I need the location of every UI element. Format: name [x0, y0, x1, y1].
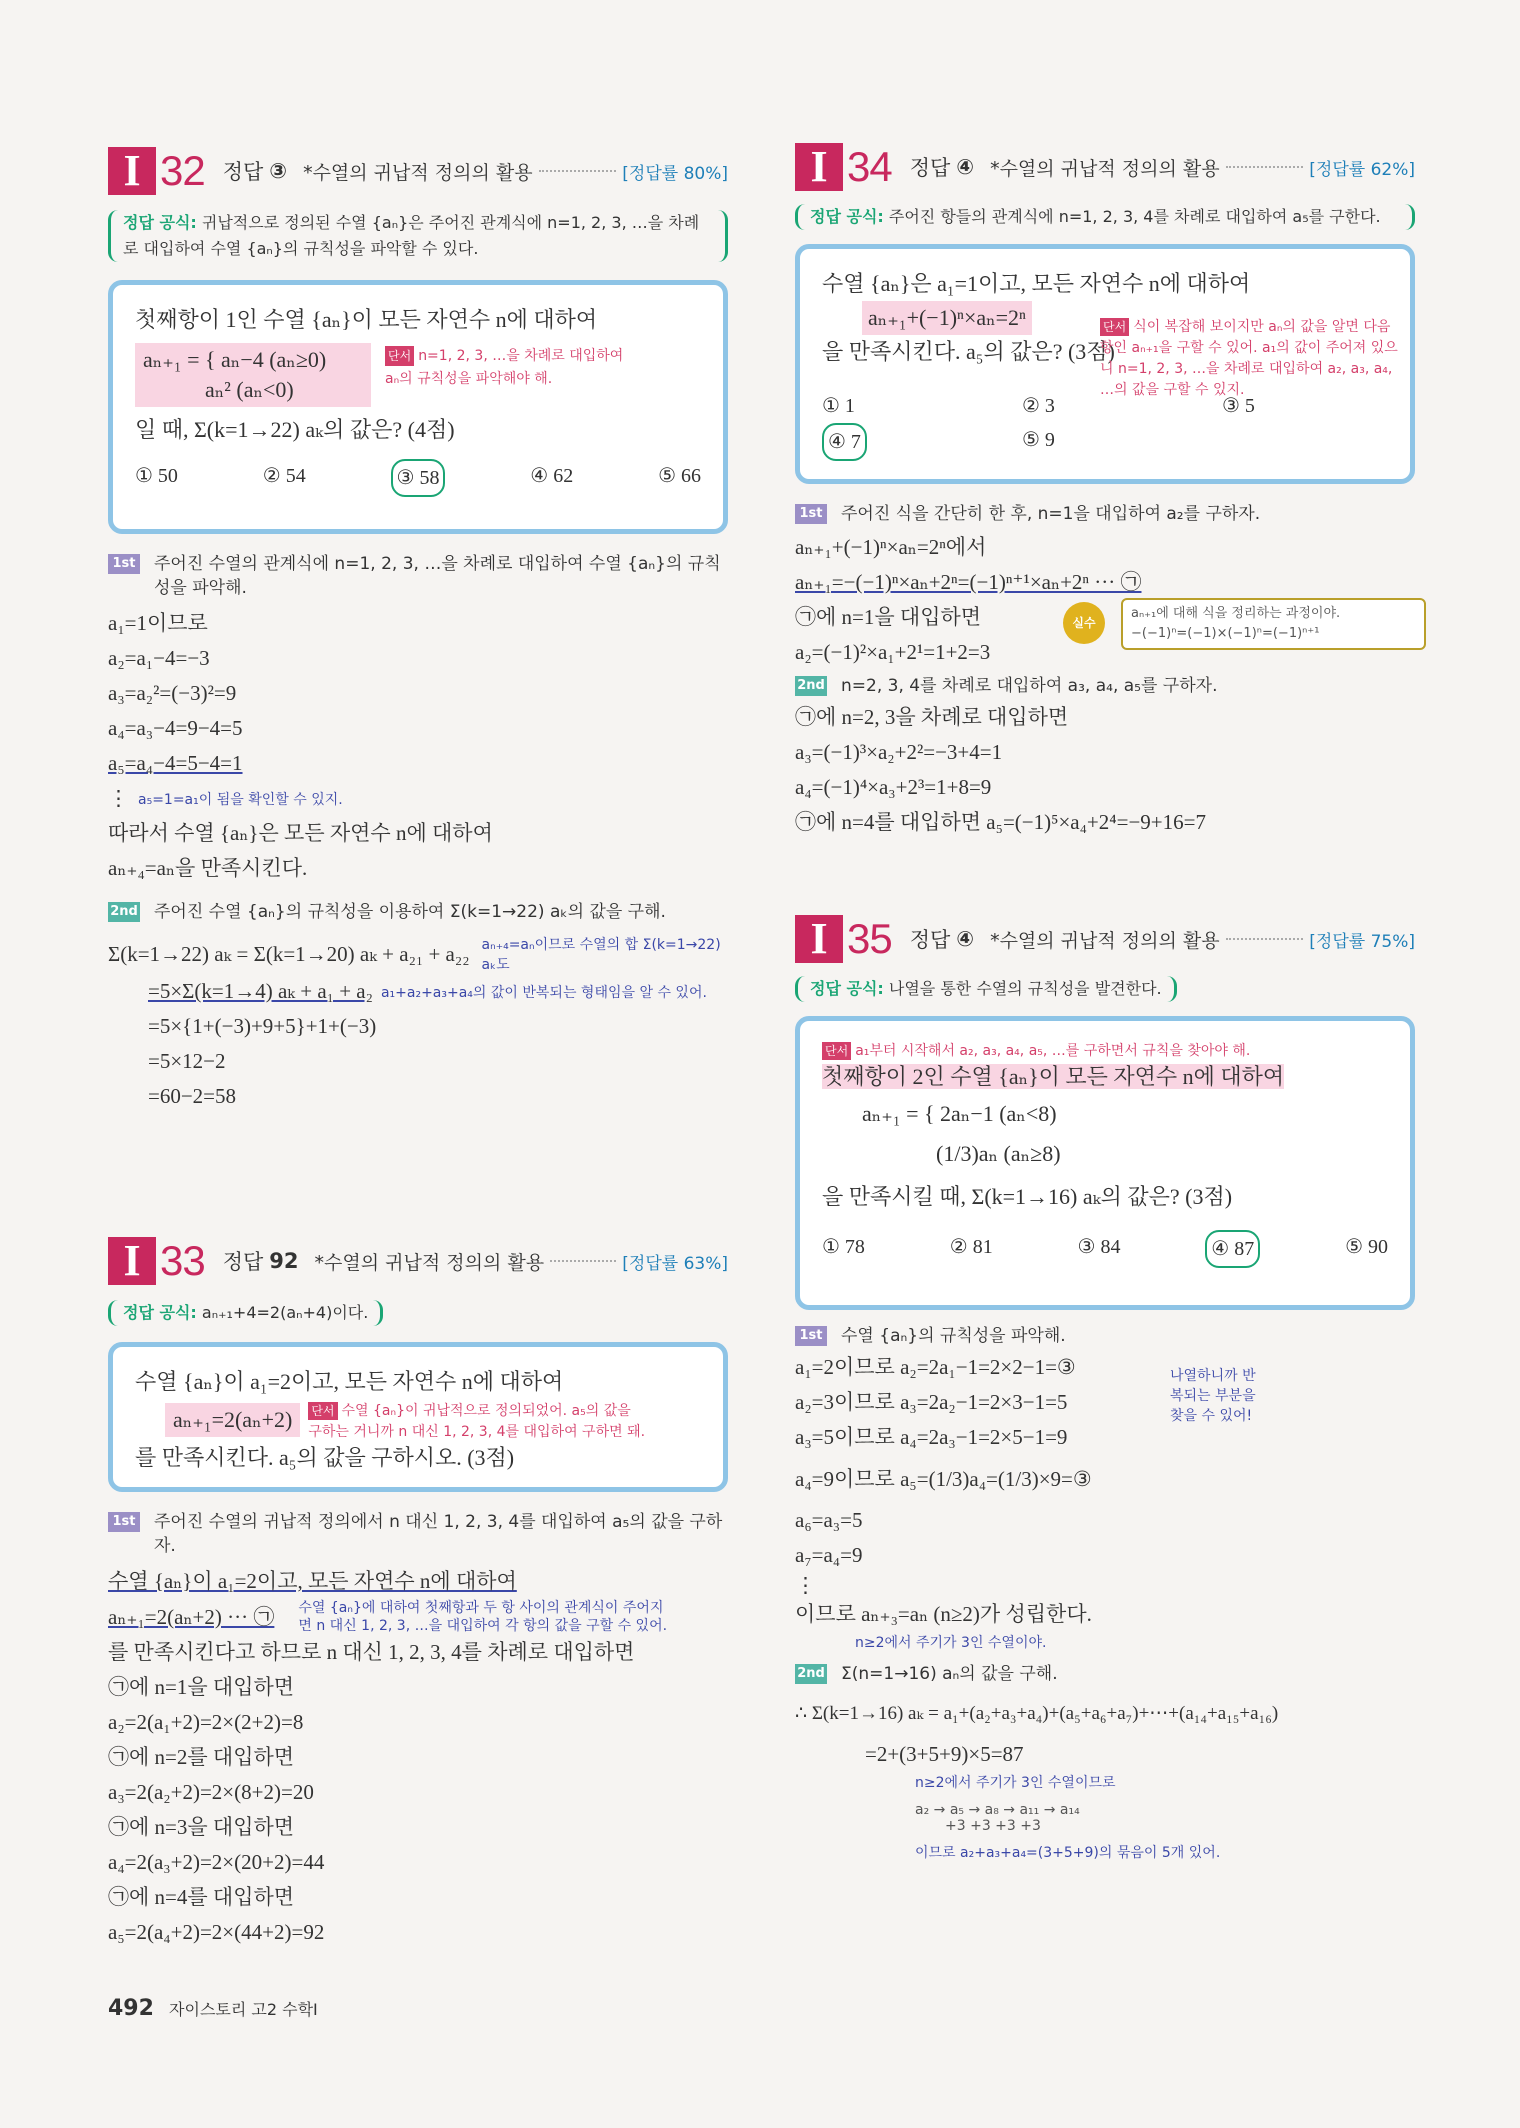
solution-line: a₄=(−1)⁴×a₃+2³=1+8=9: [795, 775, 992, 799]
problem-question: 를 만족시킨다. a₅의 값을 구하시오. (3점): [135, 1445, 515, 1470]
step-text: n=2, 3, 4를 차례로 대입하여 a₃, a₄, a₅를 구하자.: [841, 676, 1218, 696]
problem-question: 일 때, Σ(k=1→22) aₖ의 값은? (4점): [135, 417, 455, 442]
answer-label: 정답: [222, 160, 264, 184]
unit-badge: I: [795, 143, 843, 191]
side-note: aₙ₊₄=aₙ이므로 수열의 합 Σ(k=1→22) aₖ도: [481, 937, 721, 973]
accuracy-rate: [정답률 63%]: [622, 1253, 728, 1274]
step-1st: [108, 552, 728, 600]
tooltip-line: −(−1)ⁿ=(−1)×(−1)ⁿ=(−1)ⁿ⁺¹: [1131, 626, 1320, 641]
problem-statement: 첫째항이 1인 수열 {aₙ}이 모든 자연수 n에 대하여: [135, 307, 598, 332]
answer-label: 정답: [909, 928, 951, 952]
problem-statement: 수열 {aₙ}이 a₁=2이고, 모든 자연수 n에 대하여: [135, 1369, 564, 1394]
solution-line: ㉠에 n=4를 대입하면: [108, 1885, 295, 1909]
answer-value: ④: [956, 927, 975, 951]
index-chain: a₂ → a₅ → a₈ → a₁₁ → a₁₄: [915, 1802, 1080, 1818]
recurrence-formula: [135, 343, 371, 407]
solution-line: ㉠에 n=2, 3을 차례로 대입하면: [795, 705, 1069, 729]
choice-2: ② 54: [262, 465, 306, 487]
step-1st: [108, 1510, 728, 1558]
solution-line: ㉠에 n=1을 대입하면: [108, 1675, 295, 1699]
step-tag: 1st: [795, 1326, 827, 1346]
dotted-leader: [550, 1260, 616, 1262]
solution-line: a₁=2이므로 a₂=2a₁−1=2×2−1=③: [795, 1355, 1076, 1379]
problem-33-header: [108, 1232, 728, 1290]
step-text: 주어진 수열의 귀납적 정의에서 n 대신 1, 2, 3, 4를 대입하여 a₅의 값을 구하자.: [154, 1512, 723, 1556]
solution-line: a₄=a₃−4=9−4=5: [108, 716, 243, 740]
problem-35: [795, 910, 1415, 1862]
solution-line: a₆=a₃=5: [795, 1508, 863, 1532]
accuracy-rate: [정답률 75%]: [1309, 931, 1415, 952]
recurrence-case-2: (1/3)aₙ (aₙ≥8): [936, 1141, 1061, 1166]
recurrence-case-1: aₙ₊₁ = { 2aₙ−1 (aₙ<8): [862, 1101, 1057, 1126]
problem-number: 35: [847, 915, 892, 962]
solution-line: =5×{1+(−3)+9+5}+1+(−3): [148, 1014, 377, 1038]
choice-4-correct: ④ 7: [822, 423, 867, 461]
topic-title: *수열의 귀납적 정의의 활용: [314, 1251, 545, 1274]
solution-line: a₂=(−1)²×a₁+2¹=1+2=3: [795, 640, 991, 664]
dotted-leader: [539, 170, 617, 172]
step-text: 수열 {aₙ}의 규칙성을 파악해.: [841, 1326, 1066, 1346]
solution-line: aₙ₊₁=−(−1)ⁿ×aₙ+2ⁿ=(−1)ⁿ⁺¹×aₙ+2ⁿ ··· ㉠: [795, 570, 1142, 594]
choice-1: ① 1: [822, 395, 855, 417]
problem-32-header: [108, 142, 728, 200]
step-text: Σ(n=1→16) aₙ의 값을 구해.: [841, 1664, 1058, 1684]
formula-text: 나열을 통한 수열의 규칙성을 발견한다.: [888, 979, 1162, 998]
choices: [135, 459, 701, 497]
choice-3: ③ 5: [1222, 395, 1255, 417]
solution-line: aₙ₊₁=2(aₙ+2) ··· ㉠: [108, 1604, 275, 1629]
sum-row: [108, 934, 728, 974]
step-tag: 1st: [108, 1512, 140, 1532]
hint-text: a₁부터 시작해서 a₂, a₃, a₄, a₅, …를 구하면서 규칙을 찾아야 해.: [855, 1043, 1251, 1059]
solution-line: aₙ₊₄=aₙ을 만족시킨다.: [108, 856, 308, 880]
problem-33: [108, 1232, 728, 1950]
choices: [822, 389, 1388, 461]
solution-line: 따라서 수열 {aₙ}은 모든 자연수 n에 대하여: [108, 821, 493, 845]
hint-tag: 단서: [308, 1402, 337, 1420]
solution-lines: [108, 1564, 728, 1950]
side-note: 이므로 a₂+a₃+a₄=(3+5+9)의 묶음이 5개 있어.: [915, 1845, 1221, 1861]
step-tag: 2nd: [795, 1664, 827, 1684]
solution-lines-2: [795, 1696, 1415, 1862]
dotted-leader: [1226, 938, 1304, 940]
formula-text: 주어진 항들의 관계식에 n=1, 2, 3, 4를 차례로 대입하여 a₅를 구한다.: [888, 207, 1381, 226]
topic-title: *수열의 귀납적 정의의 활용: [990, 929, 1220, 952]
hint-text: 수열 {aₙ}이 귀납적으로 정의되었어. a₅의 값을 구하는 거니까 n 대신 1, 2, 3, 4를 대입하여 구하면 돼.: [308, 1403, 646, 1440]
accuracy-rate: [정답률 62%]: [1309, 159, 1415, 180]
step-text: 주어진 수열의 관계식에 n=1, 2, 3, …을 차례로 대입하여 수열 {aₙ}의 규칙성을 파악해.: [154, 554, 721, 598]
sum-row: [108, 974, 728, 1009]
side-note: n≥2에서 주기가 3인 수열이야.: [855, 1635, 1047, 1651]
recurrence-case-1: aₙ₊₁ = { aₙ−4 (aₙ≥0): [143, 347, 327, 372]
solution-line: =60−2=58: [148, 1084, 237, 1108]
answer-label: 정답: [222, 1250, 264, 1274]
solution-line: a₃=2(a₂+2)=2×(8+2)=20: [108, 1780, 314, 1804]
solution-line: a₇=a₄=9: [795, 1543, 863, 1567]
formula-text: 귀납적으로 정의된 수열 {aₙ}은 주어진 관계식에 n=1, 2, 3, …을 차례로 대입하여 수열 {aₙ}의 규칙성을 파악할 수 있다.: [123, 213, 700, 258]
solution-line: =5×Σ(k=1→4) aₖ + a₁ + a₂: [148, 979, 373, 1003]
solution-line: a₅=2(a₄+2)=2×(44+2)=92: [108, 1920, 325, 1944]
book-title: 자이스토리 고2 수학Ⅰ: [169, 2000, 318, 2019]
choice-3: ③ 84: [1077, 1236, 1121, 1258]
problem-question: 을 만족시킨다. a₅의 값은? (3점): [822, 339, 1115, 364]
tooltip-line: aₙ₊₁에 대해 식을 정리하는 과정이야.: [1131, 606, 1341, 621]
problem-statement: 수열 {aₙ}은 a₁=1이고, 모든 자연수 n에 대하여: [822, 271, 1251, 296]
answer-formula: [108, 210, 728, 262]
side-note: n≥2에서 주기가 3인 수열이므로: [915, 1775, 1116, 1791]
step-tag: 2nd: [795, 676, 827, 696]
problem-35-header: [795, 910, 1415, 968]
vertical-dots: ⋮: [108, 786, 129, 810]
problem-number: 34: [847, 143, 892, 190]
choices: [822, 1230, 1388, 1268]
answer-value: ④: [956, 155, 975, 179]
solution-lines-1: [108, 606, 728, 886]
solution-line: a₂=2(a₁+2)=2×(2+2)=8: [108, 1710, 304, 1734]
hint: [822, 1039, 1388, 1060]
step-tag: 1st: [108, 554, 140, 574]
unit-badge: I: [108, 147, 156, 195]
recurrence-formula: [862, 1094, 1388, 1174]
unit-badge: I: [795, 915, 843, 963]
vertical-dots: ⋮: [795, 1573, 816, 1597]
answer-formula: [795, 204, 1415, 230]
problem-number: 32: [160, 147, 205, 194]
solution-line: ㉠에 n=1을 대입하면: [795, 605, 982, 629]
page-number: 492: [108, 1996, 154, 2021]
solution-line: 를 만족시킨다고 하므로 n 대신 1, 2, 3, 4를 차례로 대입하면: [108, 1640, 635, 1664]
hint-tag: 단서: [385, 346, 414, 366]
solution-line: ㉠에 n=2를 대입하면: [108, 1745, 295, 1769]
step-2nd: [108, 900, 728, 924]
formula-label: 정답 공식:: [810, 207, 884, 226]
answer-formula: [795, 976, 1177, 1002]
formula-label: 정답 공식:: [810, 979, 884, 998]
choice-2: ② 81: [949, 1236, 993, 1258]
answer-value: 92: [269, 1249, 299, 1273]
side-note: a₁+a₂+a₃+a₄의 값이 반복되는 형태임을 알 수 있어.: [380, 984, 707, 1001]
solution-line: a₃=5이므로 a₄=2a₃−1=2×5−1=9: [795, 1425, 1068, 1449]
formula-label: 정답 공식:: [123, 1303, 197, 1322]
side-note: a₅=1=a₁이 됨을 확인할 수 있지.: [138, 791, 343, 808]
mistake-icon: 실수: [1063, 602, 1105, 644]
recurrence-formula: aₙ₊₁+(−1)ⁿ×aₙ=2ⁿ: [862, 301, 1032, 335]
side-note: 수열 {aₙ}에 대하여 첫째항과 두 항 사이의 관계식이 주어지면 n 대신 1, 2, 3, …을 대입하여 각 항의 값을 구할 수 있어.: [298, 1600, 668, 1634]
solution-line: a₂=3이므로 a₃=2a₂−1=2×3−1=5: [795, 1390, 1068, 1414]
hint-text: n=1, 2, 3, …을 차례로 대입하여 aₙ의 규칙성을 파악해야 해.: [385, 348, 624, 387]
solution-lines-2: [108, 934, 728, 1114]
solution-line: a₅=a₄−4=5−4=1: [108, 751, 243, 775]
problem-34-header: [795, 138, 1415, 196]
answer-formula: [108, 1300, 383, 1326]
choice-4-correct: ④ 87: [1205, 1230, 1260, 1268]
topic-title: *수열의 귀납적 정의의 활용: [303, 161, 533, 184]
solution-line: a₃=a₂²=(−3)²=9: [108, 681, 237, 705]
solution-line: ∴ Σ(k=1→16) aₖ = a₁+(a₂+a₃+a₄)+(a₅+a₆+a₇)+⋯+(a₁₄+a₁₅+a₁₆): [795, 1703, 1279, 1724]
solution-line: 수열 {aₙ}이 a₁=2이고, 모든 자연수 n에 대하여: [108, 1569, 517, 1593]
solution-line: a₃=(−1)³×a₂+2²=−3+4=1: [795, 740, 1003, 764]
step-2nd: [795, 674, 1415, 698]
accuracy-rate: [정답률 80%]: [622, 163, 728, 184]
recurrence-row: [135, 1399, 701, 1441]
solution-lines-2: [795, 700, 1415, 840]
choice-2: ② 3: [1022, 395, 1055, 417]
hint-text: 식이 복잡해 보이지만 aₙ의 값을 알면 다음 항인 aₙ₊₁을 구할 수 있어. a₁의 값이 주어져 있으니 n=1, 2, 3, …을 차례로 대입하여 a₂, a₃, a₄, …의 값을 구할 수 있지.: [1100, 319, 1398, 398]
side-note: 나열하니까 반복되는 부분을 찾을 수 있어!: [1170, 1368, 1256, 1424]
problem-box: [795, 1016, 1415, 1310]
solution-line: a₄=2(a₃+2)=2×(20+2)=44: [108, 1850, 325, 1874]
step-tag: 2nd: [108, 902, 140, 922]
note-row: [108, 781, 728, 816]
solution-line: 이므로 aₙ₊₃=aₙ (n≥2)가 성립한다.: [795, 1602, 1092, 1626]
recurrence-formula: aₙ₊₁=2(aₙ+2): [165, 1403, 300, 1437]
problem-box: [108, 280, 728, 534]
page-footer: [108, 1996, 318, 2021]
problem-statement: [822, 1060, 1388, 1094]
step-2nd: [795, 1662, 1415, 1686]
step-text: 주어진 수열 {aₙ}의 규칙성을 이용하여 Σ(k=1→22) aₖ의 값을 구해.: [154, 902, 666, 922]
solution-line: =5×12−2: [148, 1049, 226, 1073]
recurrence-case-2: aₙ² (aₙ<0): [205, 377, 294, 402]
problem-question: 을 만족시킬 때, Σ(k=1→16) aₖ의 값은? (3점): [822, 1184, 1233, 1209]
solution-line: a₄=9이므로 a₅=(1/3)a₄=(1/3)×9=③: [795, 1467, 1092, 1491]
problem-statement-text: 첫째항이 2인 수열 {aₙ}이 모든 자연수 n에 대하여: [822, 1064, 1285, 1089]
unit-badge: I: [108, 1237, 156, 1285]
choice-1: ① 50: [135, 465, 178, 487]
step-text: 주어진 식을 간단히 한 후, n=1을 대입하여 a₂를 구하자.: [841, 504, 1261, 524]
explanation-tooltip: [1121, 598, 1426, 650]
solution-line: ㉠에 n=4를 대입하면 a₅=(−1)⁵×a₄+2⁴=−9+16=7: [795, 810, 1206, 834]
dotted-leader: [1226, 166, 1304, 168]
formula-text: aₙ₊₁+4=2(aₙ+4)이다.: [201, 1303, 369, 1322]
answer-value: ③: [269, 159, 288, 183]
hint-tag: 단서: [822, 1042, 851, 1060]
solution-line: =2+(3+5+9)×5=87: [865, 1742, 1024, 1766]
choice-1: ① 78: [822, 1236, 865, 1258]
hint: [385, 343, 635, 389]
choice-5: ⑤ 66: [658, 465, 701, 487]
problem-34: [795, 138, 1415, 840]
solution-line: ㉠에 n=3을 대입하면: [108, 1815, 295, 1839]
answer-label: 정답: [909, 156, 951, 180]
problem-box: [108, 1342, 728, 1492]
solution-line: a₂=a₁−4=−3: [108, 646, 210, 670]
index-chain-steps: +3 +3 +3 +3: [945, 1818, 1041, 1834]
solution-lines-1: [795, 530, 1415, 670]
hint-tag: 단서: [1100, 318, 1129, 336]
problem-number: 33: [160, 1237, 205, 1284]
solution-lines-1: [795, 1350, 1415, 1652]
solution-line: aₙ₊₁+(−1)ⁿ×aₙ=2ⁿ에서: [795, 535, 987, 559]
topic-title: *수열의 귀납적 정의의 활용: [990, 157, 1220, 180]
hint: [1100, 315, 1400, 399]
recurrence-note-row: [108, 1599, 728, 1635]
choice-5: ⑤ 9: [1022, 429, 1055, 451]
choice-4: ④ 62: [530, 465, 574, 487]
hint: [308, 1399, 648, 1441]
solution-line: a₁=1이므로: [108, 611, 208, 635]
solution-line: Σ(k=1→22) aₖ = Σ(k=1→20) aₖ + a₂₁ + a₂₂: [108, 941, 470, 966]
choice-3-correct: ③ 58: [391, 459, 446, 497]
recurrence-row: [135, 343, 701, 407]
formula-label: 정답 공식:: [123, 213, 197, 232]
step-tag: 1st: [795, 504, 827, 524]
step-1st: [795, 502, 1415, 526]
problem-32: [108, 142, 728, 1114]
problem-box: [795, 244, 1415, 484]
step-1st: [795, 1324, 1415, 1348]
choice-5: ⑤ 90: [1345, 1236, 1388, 1258]
